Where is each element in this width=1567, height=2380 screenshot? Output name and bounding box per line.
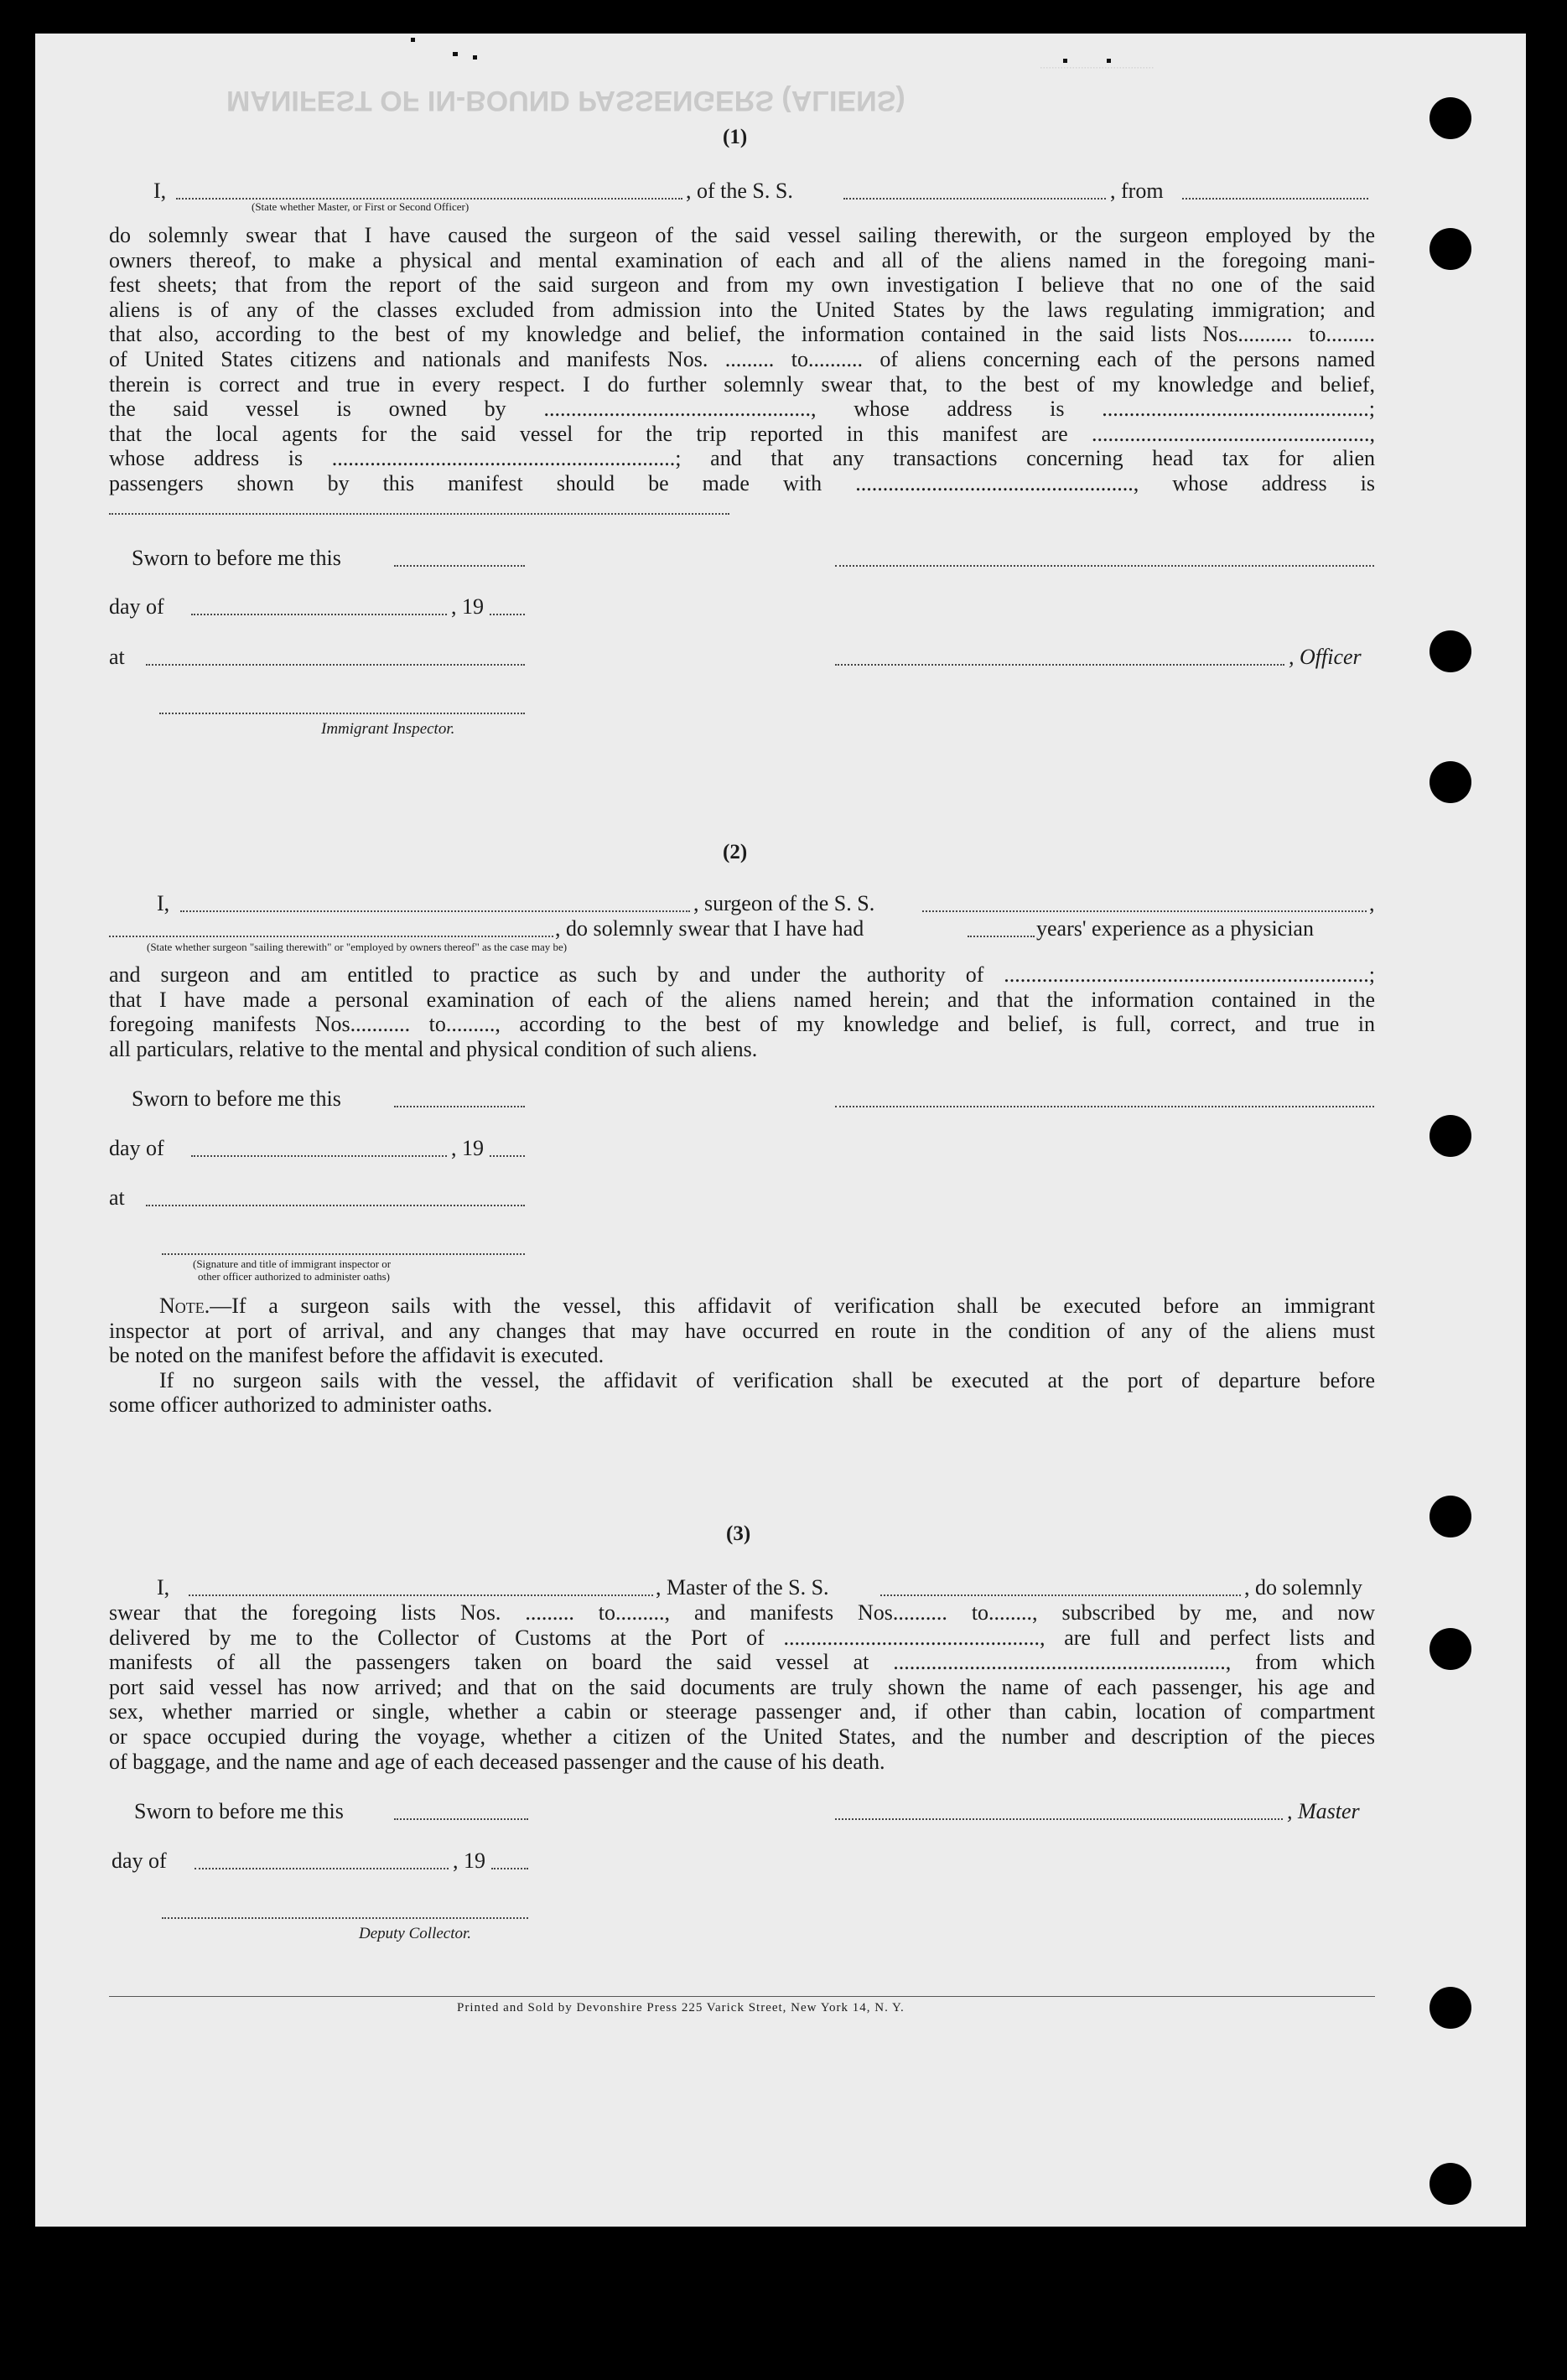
swear-label: , do solemnly swear that I have had — [555, 916, 864, 941]
punch-hole — [1429, 761, 1471, 803]
inspector-signature-line[interactable] — [162, 1253, 525, 1255]
surgeon-signature-line[interactable] — [835, 1106, 1374, 1107]
section-number: (2) — [723, 841, 748, 863]
place-field[interactable] — [146, 664, 525, 666]
month-field[interactable] — [191, 1155, 447, 1157]
years-label: years' experience as a physician — [1036, 916, 1314, 941]
sworn-label: Sworn to before me this — [132, 546, 341, 570]
punch-hole — [1429, 1115, 1471, 1157]
sworn-date-field[interactable] — [394, 565, 525, 567]
line-i-label: I, — [153, 179, 167, 203]
section-number: (3) — [726, 1522, 751, 1545]
place-field[interactable] — [146, 1205, 525, 1206]
punch-hole — [1429, 1987, 1471, 2029]
at-label: at — [109, 1185, 125, 1210]
master-name-field[interactable] — [189, 1594, 653, 1596]
printer-imprint: Printed and Sold by Devonshire Press 225 Varick Street, New York 14, N. Y. — [457, 2001, 905, 2014]
master-label: , Master — [1287, 1799, 1360, 1823]
punch-hole — [1429, 1628, 1471, 1670]
master-of-label: , Master of the S. S. — [656, 1575, 829, 1600]
scan-speck — [1107, 59, 1111, 63]
year-field[interactable] — [490, 614, 525, 615]
vessel-name-field[interactable] — [843, 198, 1106, 200]
of-ss-label: , of the S. S. — [686, 179, 793, 203]
from-label: , from — [1110, 179, 1164, 203]
officer-label: , Officer — [1289, 645, 1362, 669]
sworn-label: Sworn to before me this — [134, 1799, 344, 1823]
sworn-date-field[interactable] — [394, 1818, 528, 1820]
section-number: (1) — [723, 126, 748, 148]
bleed-through-text: ....................................... — [1040, 64, 1154, 76]
inspector-label: Immigrant Inspector. — [321, 720, 455, 738]
year-label: , 19 — [453, 1849, 485, 1873]
day-of-label: day of — [109, 1136, 164, 1160]
signature-caption: other officer authorized to administer oaths) — [198, 1270, 390, 1283]
from-port-field[interactable] — [1182, 198, 1368, 200]
punch-hole — [1429, 2163, 1471, 2205]
year-field[interactable] — [491, 1868, 528, 1869]
month-field[interactable] — [191, 614, 447, 615]
officer-title-line[interactable] — [835, 664, 1284, 666]
year-field[interactable] — [490, 1155, 525, 1157]
scan-speck — [473, 55, 477, 60]
scan-speck — [1063, 59, 1067, 63]
scan-speck — [411, 38, 415, 42]
collector-signature-line[interactable] — [162, 1917, 528, 1919]
inspector-signature-line[interactable] — [159, 713, 525, 714]
punch-hole — [1429, 228, 1471, 270]
footer-rule — [109, 1996, 1375, 1997]
year-label: , 19 — [451, 594, 484, 619]
line-i-label: I, — [157, 891, 170, 915]
address-field[interactable] — [109, 513, 729, 515]
sworn-date-field[interactable] — [394, 1106, 525, 1107]
line-i-label: I, — [157, 1575, 170, 1600]
officer-name-field[interactable] — [176, 198, 682, 200]
signature-caption: (Signature and title of immigrant inspector or — [193, 1257, 392, 1270]
surgeon-caption: (State whether surgeon "sailing therewith" or "employed by owners thereof" as the case may be) — [147, 941, 568, 953]
punch-hole — [1429, 97, 1471, 139]
years-field[interactable] — [968, 936, 1035, 937]
vessel-name-field[interactable] — [922, 910, 1367, 912]
comma: , — [1369, 891, 1375, 915]
sworn-label: Sworn to before me this — [132, 1086, 341, 1111]
collector-label: Deputy Collector. — [359, 1925, 472, 1942]
year-label: , 19 — [451, 1136, 484, 1160]
do-solemnly-label: , do solemnly — [1244, 1575, 1362, 1600]
surgeon-name-field[interactable] — [180, 910, 690, 912]
officer-signature-line[interactable] — [835, 565, 1374, 567]
master-signature-line[interactable] — [835, 1818, 1283, 1820]
day-of-label: day of — [112, 1849, 167, 1873]
at-label: at — [109, 645, 125, 669]
punch-hole — [1429, 630, 1471, 672]
note-label: Note. — [159, 1294, 210, 1318]
punch-hole — [1429, 1496, 1471, 1537]
surgeon-status-field[interactable] — [109, 936, 553, 937]
officer-caption: (State whether Master, or First or Second Officer) — [252, 200, 470, 213]
month-field[interactable] — [195, 1868, 449, 1869]
bleed-through-title: MANIFEST OF IN-BOUND PASSENGERS (ALIENS) — [226, 85, 905, 117]
surgeon-of-label: , surgeon of the S. S. — [693, 891, 875, 915]
day-of-label: day of — [109, 594, 164, 619]
scan-speck — [453, 52, 458, 56]
vessel-name-field[interactable] — [880, 1594, 1241, 1596]
